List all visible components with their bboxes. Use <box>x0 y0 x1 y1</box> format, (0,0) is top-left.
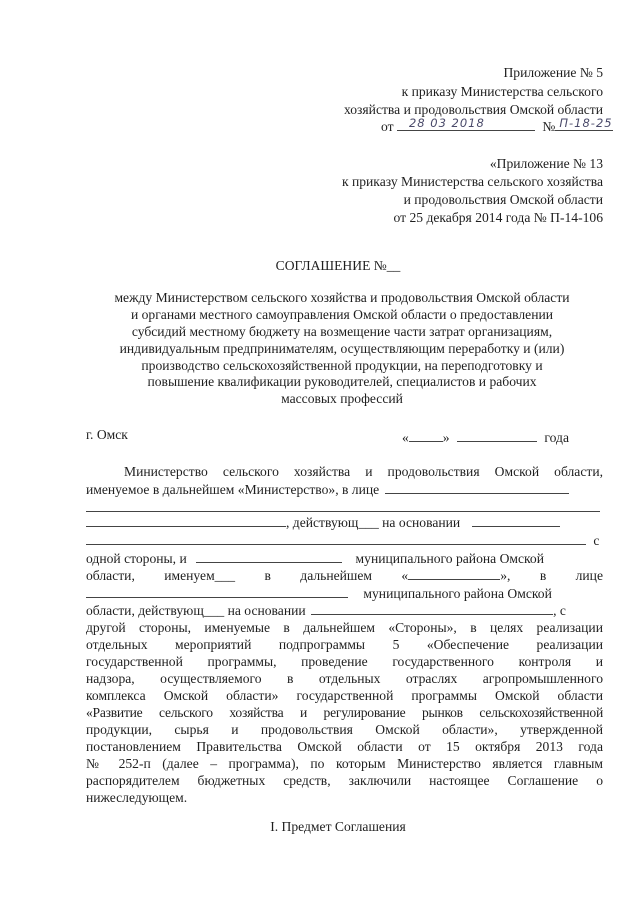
subtitle-line-7: массовых профессий <box>281 391 403 406</box>
body-rest-4: надзора, осуществляемого в отдельных отраслях агропромышленного <box>86 671 603 686</box>
body-line-8: муниципального района Омской <box>86 585 552 602</box>
subtitle-line-3: субсидий местному бюджету на возмещение части затрат организациям, <box>131 324 553 339</box>
body-rest-5: комплекса Омской области» государственной программы Омской области <box>86 688 603 703</box>
body-rest-8: постановлением Правительства Омской области от 15 октября 2013 года <box>86 739 603 754</box>
body-rest-10: распорядителем бюджетных средств, заключили настоящее Соглашение о <box>86 773 603 788</box>
section-heading: I. Предмет Соглашения <box>270 819 406 834</box>
subtitle-line-6: повышение квалификации руководителей, специалистов и рабочих <box>147 374 537 389</box>
body-line-2: именуемое в дальнейшем «Министерство», в лице <box>86 481 569 498</box>
from-label: от <box>381 119 394 134</box>
body-rest-2: отдельных мероприятий подпрограммы 5 «Обеспечение реализации <box>86 637 603 652</box>
body-line-5: с <box>86 532 599 549</box>
num-label: № <box>542 119 556 134</box>
appendix13-line4: от 25 декабря 2014 года № П-14-106 <box>393 210 603 225</box>
body-rest-1: другой стороны, именуемые в дальнейшем «Стороны», в целях реализации <box>86 620 603 635</box>
body-rest-11: нижеследующем. <box>86 790 188 805</box>
month-blank <box>457 429 537 442</box>
body-line-7: области, именуем___ в дальнейшем « », в лице <box>86 568 603 583</box>
subtitle-line-4: индивидуальным предпринимателям, осуществляющим переработку и (или) <box>119 341 565 356</box>
body-rest-9: № 252-п (далее – программа), по которым Министерство является главным <box>86 756 603 771</box>
subtitle-line-5: производство сельскохозяйственной продукции, на переподготовку и <box>141 358 543 373</box>
subtitle-line-2: и органами местного самоуправления Омской области о предоставлении <box>130 307 554 322</box>
body-line-9: области, действующ___ на основании , с <box>86 603 566 618</box>
appendix5-date-line <box>381 118 613 135</box>
body-rest-7: продукции, сырья и продовольствия Омской области», утвержденной <box>86 722 603 737</box>
appendix13-line1: «Приложение № 13 <box>489 156 603 171</box>
body-line-1: Министерство сельского хозяйства и продовольствия Омской области, <box>124 464 603 479</box>
place: г. Омск <box>86 427 128 442</box>
appendix5-line1: Приложение № 5 <box>503 65 603 80</box>
appendix5-line3: хозяйства и продовольствия Омской области <box>343 102 603 117</box>
date-line: « » года <box>402 430 569 445</box>
number-blank <box>555 118 613 131</box>
body-rest-6: «Развитие сельского хозяйства и регулирование рынков сельскохозяйственной <box>86 705 603 720</box>
date-blank <box>397 118 535 131</box>
subtitle-line-1: между Министерством сельского хозяйства и продовольствия Омской области <box>114 290 570 305</box>
appendix5-line2: к приказу Министерства сельского <box>401 84 603 99</box>
agreement-title: СОГЛАШЕНИЕ №__ <box>275 258 401 273</box>
appendix13-line3: и продовольствия Омской области <box>403 192 603 207</box>
body-line-6: одной стороны, и муниципального района Омской <box>86 551 545 566</box>
body-line-4: , действующ___ на основании <box>86 514 560 531</box>
appendix13-line2: к приказу Министерства сельского хозяйства <box>341 174 603 189</box>
day-blank <box>409 429 443 442</box>
body-rest-3: государственной программы, проведение государственного контроля и <box>86 654 603 669</box>
handwritten-date: 28 03 2018 <box>408 116 485 130</box>
handwritten-number: П-18-25 <box>559 116 613 130</box>
